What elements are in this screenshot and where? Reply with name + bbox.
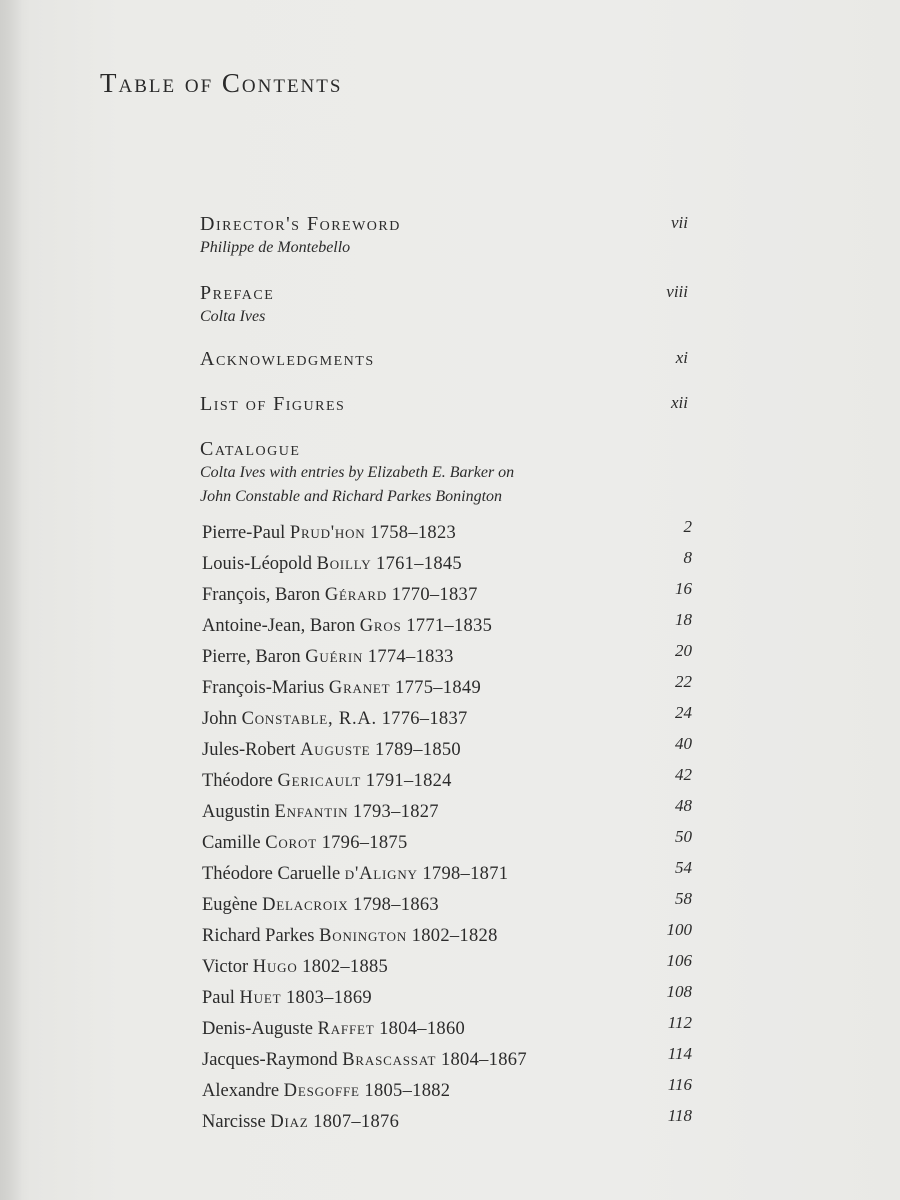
artist-first-name: Pierre, Baron xyxy=(202,647,301,667)
artist-dates: 1791–1824 xyxy=(365,771,452,791)
catalogue-entry[interactable] xyxy=(202,829,702,860)
artist-dates: 1775–1849 xyxy=(395,678,481,698)
toc-section-preface[interactable] xyxy=(200,281,700,329)
artist-surname: Auguste xyxy=(300,740,371,760)
artist-dates: 1798–1863 xyxy=(353,895,439,915)
artist-first-name: Richard Parkes xyxy=(202,926,315,946)
artist-surname: Delacroix xyxy=(262,895,349,915)
section-heading: Director's Foreword xyxy=(200,213,401,235)
section-heading: Catalogue xyxy=(200,438,301,460)
artist-surname: Bonington xyxy=(319,926,408,946)
artist-first-name: Victor xyxy=(202,957,249,977)
artist-dates: 1774–1833 xyxy=(367,647,454,667)
artist-surname: Huet xyxy=(239,988,282,1008)
section-page-number: xii xyxy=(671,393,688,412)
artist-surname: Desgoffe xyxy=(283,1081,360,1101)
catalogue-entry[interactable] xyxy=(202,1046,702,1077)
entry-page-number: 50 xyxy=(675,827,692,846)
catalogue-entry-list xyxy=(202,519,702,1139)
catalogue-entry[interactable] xyxy=(202,860,702,891)
artist-dates: 1803–1869 xyxy=(285,988,372,1008)
artist-first-name: Augustin xyxy=(202,802,270,822)
artist-first-name: Jules-Robert xyxy=(202,740,296,760)
artist-surname: Hugo xyxy=(252,957,298,977)
entry-page-number: 114 xyxy=(667,1044,692,1063)
entry-page-number: 2 xyxy=(683,517,692,536)
catalogue-entry[interactable] xyxy=(202,1077,702,1108)
artist-first-name: Eugène xyxy=(202,895,258,915)
catalogue-entry[interactable] xyxy=(202,1108,702,1139)
artist-dates: 1776–1837 xyxy=(381,709,468,729)
artist-first-name: Antoine-Jean, Baron xyxy=(202,616,356,636)
toc-section-directors-foreword[interactable] xyxy=(200,212,700,260)
catalogue-subtitle-line-2: John Constable and Richard Parkes Bonington xyxy=(200,488,503,505)
artist-first-name: Camille xyxy=(202,833,261,853)
catalogue-entry[interactable] xyxy=(202,891,702,922)
entry-page-number: 116 xyxy=(667,1075,692,1094)
catalogue-entry[interactable] xyxy=(202,984,702,1015)
artist-surname: Boilly xyxy=(316,554,372,574)
catalogue-entry[interactable] xyxy=(202,519,702,550)
catalogue-subtitle-line-1: Colta Ives with entries by Elizabeth E. Barker on xyxy=(200,464,515,481)
artist-dates: 1793–1827 xyxy=(352,802,439,822)
entry-page-number: 24 xyxy=(675,703,692,722)
artist-dates: 1802–1885 xyxy=(302,957,389,977)
catalogue-entry[interactable] xyxy=(202,922,702,953)
artist-surname: Prud'hon xyxy=(289,523,366,543)
artist-dates: 1805–1882 xyxy=(364,1081,451,1101)
section-author: Colta Ives xyxy=(200,308,266,325)
artist-dates: 1758–1823 xyxy=(370,523,457,543)
catalogue-entry[interactable] xyxy=(202,550,702,581)
artist-surname: Granet xyxy=(328,678,391,698)
artist-dates: 1804–1860 xyxy=(379,1019,466,1039)
artist-surname: Constable, R.A. xyxy=(241,709,377,729)
section-author: Philippe de Montebello xyxy=(200,239,351,256)
artist-first-name: Théodore xyxy=(202,771,273,791)
catalogue-entry[interactable] xyxy=(202,581,702,612)
entry-page-number: 100 xyxy=(666,920,692,939)
artist-dates: 1796–1875 xyxy=(321,833,408,853)
entry-page-number: 54 xyxy=(675,858,692,877)
entry-page-number: 108 xyxy=(666,982,692,1001)
artist-first-name: Alexandre xyxy=(202,1081,280,1101)
toc-section-acknowledgments[interactable] xyxy=(200,347,700,371)
artist-surname: Raffet xyxy=(317,1019,375,1039)
artist-surname: Gericault xyxy=(277,771,362,791)
entry-page-number: 18 xyxy=(675,610,692,629)
entry-page-number: 16 xyxy=(675,579,692,598)
artist-surname: d'Aligny xyxy=(344,864,418,884)
artist-surname: Corot xyxy=(265,833,317,853)
artist-surname: Gérard xyxy=(324,585,388,605)
artist-surname: Enfantin xyxy=(274,802,349,822)
entry-page-number: 20 xyxy=(675,641,692,660)
artist-dates: 1761–1845 xyxy=(376,554,462,574)
section-heading: Preface xyxy=(200,282,275,304)
entry-page-number: 8 xyxy=(683,548,692,567)
artist-first-name: François-Marius xyxy=(202,678,325,698)
artist-dates: 1802–1828 xyxy=(411,926,498,946)
entry-page-number: 58 xyxy=(675,889,692,908)
artist-surname: Gros xyxy=(359,616,402,636)
catalogue-entry[interactable] xyxy=(202,767,702,798)
section-heading: Acknowledgments xyxy=(200,348,375,370)
artist-first-name: François, Baron xyxy=(202,585,321,605)
section-page-number: viii xyxy=(666,282,688,301)
artist-first-name: Denis-Auguste xyxy=(202,1019,313,1039)
entry-page-number: 106 xyxy=(666,951,692,970)
entry-page-number: 40 xyxy=(675,734,692,753)
section-page-number: vii xyxy=(671,213,688,232)
artist-dates: 1798–1871 xyxy=(422,864,509,884)
entry-page-number: 118 xyxy=(667,1106,692,1125)
artist-surname: Guérin xyxy=(305,647,364,667)
catalogue-entry[interactable] xyxy=(202,736,702,767)
entry-page-number: 112 xyxy=(667,1013,692,1032)
catalogue-entry[interactable] xyxy=(202,705,702,736)
artist-dates: 1771–1835 xyxy=(406,616,493,636)
artist-dates: 1789–1850 xyxy=(375,740,461,760)
toc-section-catalogue[interactable] xyxy=(200,437,700,509)
catalogue-entry[interactable] xyxy=(202,674,702,705)
catalogue-entry[interactable] xyxy=(202,953,702,984)
artist-first-name: Théodore Caruelle xyxy=(202,864,341,884)
artist-first-name: Louis-Léopold xyxy=(202,554,312,574)
toc-section-list-of-figures[interactable] xyxy=(200,392,700,416)
catalogue-entry[interactable] xyxy=(202,612,702,643)
artist-surname: Brascassat xyxy=(342,1050,437,1070)
artist-surname: Diaz xyxy=(270,1112,309,1132)
artist-first-name: Jacques-Raymond xyxy=(202,1050,338,1070)
entry-page-number: 22 xyxy=(675,672,692,691)
artist-dates: 1804–1867 xyxy=(440,1050,527,1070)
entry-page-number: 42 xyxy=(675,765,692,784)
entry-page-number: 48 xyxy=(675,796,692,815)
catalogue-entry[interactable] xyxy=(202,798,702,829)
catalogue-entry[interactable] xyxy=(202,1015,702,1046)
page-title: Table of Contents xyxy=(100,68,343,98)
artist-first-name: Paul xyxy=(202,988,235,1008)
section-page-number: xi xyxy=(675,348,688,367)
gutter-shadow xyxy=(0,0,22,1200)
section-heading: List of Figures xyxy=(200,393,346,415)
catalogue-entry[interactable] xyxy=(202,643,702,674)
artist-first-name: Narcisse xyxy=(202,1112,266,1132)
artist-first-name: Pierre-Paul xyxy=(202,523,286,543)
artist-dates: 1807–1876 xyxy=(313,1112,400,1132)
artist-dates: 1770–1837 xyxy=(391,585,478,605)
artist-first-name: John xyxy=(202,709,237,729)
